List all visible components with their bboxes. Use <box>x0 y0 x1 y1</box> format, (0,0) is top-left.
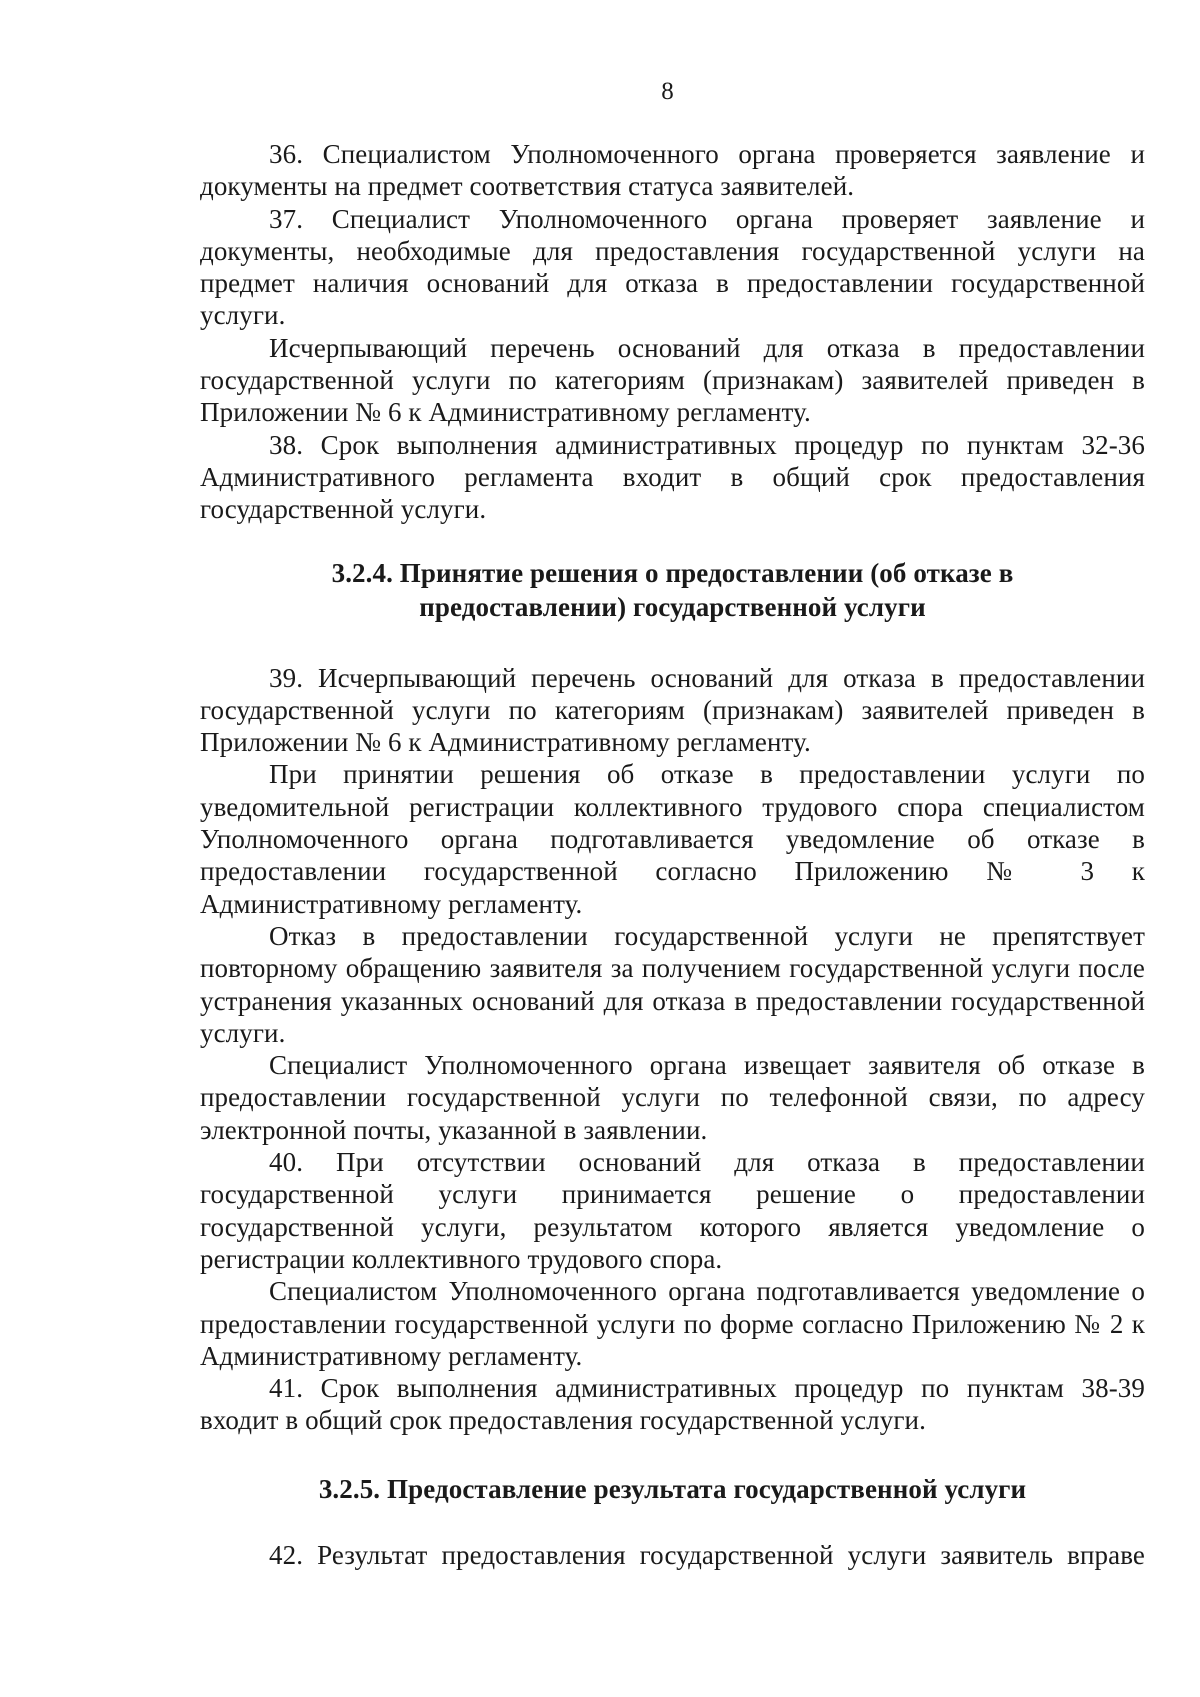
paragraph-38: 38. Срок выполнения административных процедур по пунктам 32-36 Административного регламента входит в общий срок предоставления государственной услуги. <box>200 429 1145 525</box>
paragraph-39: 39. Исчерпывающий перечень оснований для отказа в предоставлении государственной услуги по категориям (признакам) заявителей приведен в Приложении № 6 к Административному регламенту. <box>200 662 1145 758</box>
paragraph-40: 40. При отсутствии оснований для отказа в предоставлении государственной услуги принимается решение о предоставлении государственной услуги, результатом которого является уведомление о регистрации коллективного трудового спора. <box>200 1147 1145 1274</box>
section-heading-3-2-4-line2: предоставлении) государственной услуги <box>419 591 926 622</box>
paragraph-41: 41. Срок выполнения административных процедур по пунктам 38-39 входит в общий срок предоставления государственной услуги. <box>200 1373 1145 1436</box>
paragraph-37: 37. Специалист Уполномоченного органа проверяет заявление и документы, необходимые для предоставления государственной услуги на предмет наличия оснований для отказа в предоставлении государственной услуги. <box>200 203 1145 331</box>
section-heading-3-2-4-line1: 3.2.4. Принятие решения о предоставлении (об отказе в <box>331 557 1014 588</box>
section-heading-3-2-5: 3.2.5. Предоставление результата государственной услуги <box>318 1473 1027 1504</box>
section-heading-3-2-4 <box>200 556 1145 624</box>
document-body <box>200 138 1145 1571</box>
paragraph-39-notification: Специалист Уполномоченного органа извещает заявителя об отказе в предоставлении государственной услуги по телефонной связи, по адресу электронной почты, указанной в заявлении. <box>200 1050 1145 1145</box>
paragraph-36: 36. Специалистом Уполномоченного органа проверяется заявление и документы на предмет соответствия статуса заявителей. <box>200 139 1145 202</box>
paragraph-39-refusal-notice: При принятии решения об отказе в предоставлении услуги по уведомительной регистрации коллективного трудового спора специалистом Уполномоченного органа подготавливается уведомление об отказе в предоставлении государственной согласно Приложению № 3 к Административному регламенту. <box>200 759 1145 919</box>
page-number: 8 <box>661 78 674 105</box>
paragraph-39-reapply: Отказ в предоставлении государственной услуги не препятствует повторному обращению заявителя за получением государственной услуги после устранения указанных оснований для отказа в предоставлении государственной услуги. <box>200 920 1145 1048</box>
paragraph-37-refusal-grounds: Исчерпывающий перечень оснований для отказа в предоставлении государственной услуги по категориям (признакам) заявителей приведен в Приложении № 6 к Административному регламенту. <box>200 332 1145 428</box>
paragraph-42: 42. Результат предоставления государственной услуги заявитель вправе <box>269 1539 1145 1570</box>
paragraph-40-preparation: Специалистом Уполномоченного органа подготавливается уведомление о предоставлении государственной услуги по форме согласно Приложению № 2 к Административному регламенту. <box>200 1276 1145 1371</box>
